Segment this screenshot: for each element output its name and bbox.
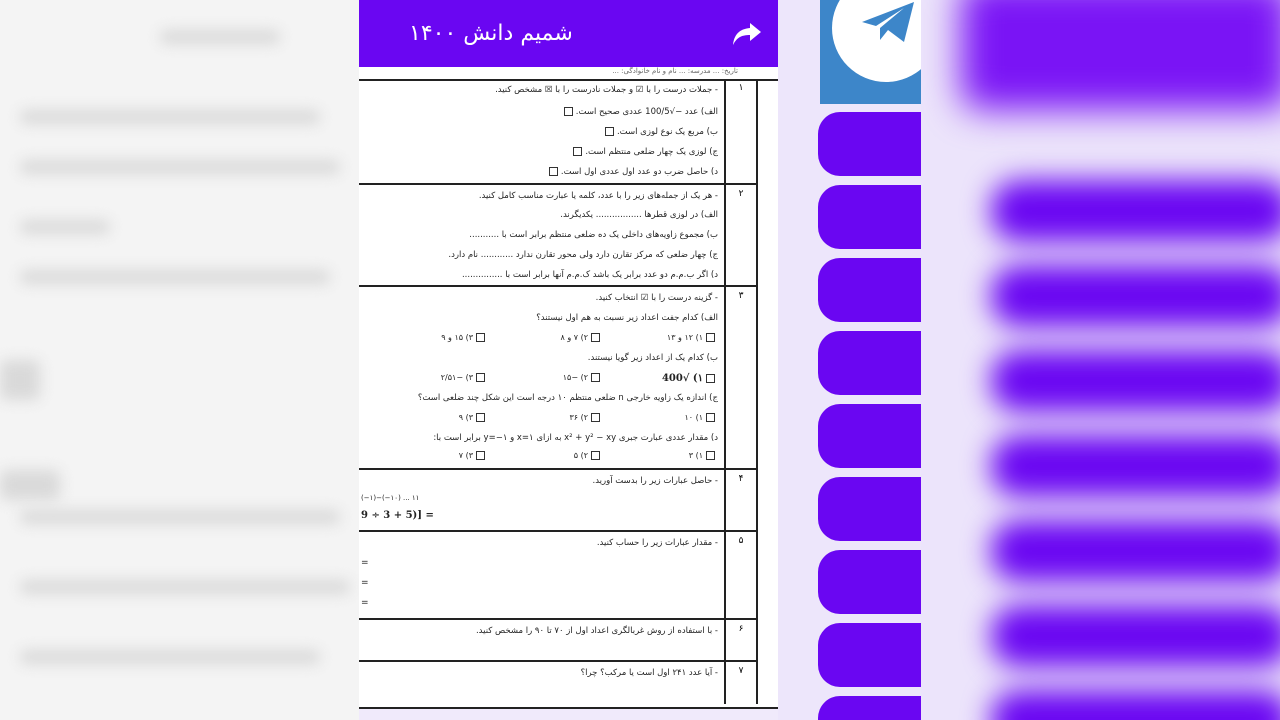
checkbox[interactable] <box>564 107 573 116</box>
question-number: ۵ <box>724 532 756 618</box>
question-prompt: - با استفاده از روش غربالگری اعداد اول از ۷۰ تا ۹۰ را مشخص کنید. <box>475 626 718 636</box>
checkbox[interactable] <box>476 413 485 422</box>
question-item <box>546 167 718 177</box>
option[interactable] <box>662 373 718 384</box>
option[interactable] <box>569 413 603 422</box>
blur-shape <box>20 110 320 124</box>
checkbox[interactable] <box>706 333 715 342</box>
math-expression: = <box>361 558 369 568</box>
option-text: ۳) −۲/۵۱ <box>440 373 473 382</box>
question-prompt: - آیا عدد ۲۴۱ اول است یا مرکب؟ چرا؟ <box>580 668 718 678</box>
app-title: شمیم دانش ۱۴۰۰ <box>409 21 573 46</box>
worksheet-page <box>359 67 778 709</box>
blur-shape <box>961 0 1280 110</box>
blurred-background-right <box>921 0 1280 720</box>
option[interactable] <box>684 413 718 422</box>
question-row-1 <box>359 79 756 185</box>
menu-button[interactable] <box>818 258 921 322</box>
question-prompt: - مقدار عبارات زیر را حساب کنید. <box>596 538 718 548</box>
option[interactable] <box>689 451 718 460</box>
checkbox[interactable] <box>605 127 614 136</box>
blur-shape <box>20 510 340 524</box>
checkbox[interactable] <box>706 374 715 383</box>
blur-shape <box>991 180 1280 242</box>
question-prompt: - جملات درست را با ☑ و جملات نادرست را با ☒ مشخص کنید. <box>495 85 718 95</box>
option[interactable] <box>574 451 603 460</box>
blur-shape <box>991 690 1280 720</box>
item-text: ب) مربع یک نوع لوزی است. <box>616 127 718 137</box>
checkbox[interactable] <box>591 451 600 460</box>
math-expression: = <box>361 598 369 608</box>
item-text: ج) لوزی یک چهار ضلعی منتظم است. <box>585 147 718 157</box>
blur-shape <box>0 360 40 400</box>
option[interactable] <box>459 451 488 460</box>
blur-shape <box>991 520 1280 582</box>
menu-button[interactable] <box>818 477 921 541</box>
phone-screen <box>359 0 921 720</box>
question-number: ۷ <box>724 662 756 704</box>
blur-shape <box>20 270 330 284</box>
checkbox[interactable] <box>476 373 485 382</box>
math-expression: (−۱)−(−۱۰) ... ۱۱ <box>361 494 420 502</box>
question-item: الف) در لوزی قطرها ................. یکدیگرند. <box>560 210 718 220</box>
checkbox[interactable] <box>591 413 600 422</box>
question-number: ۳ <box>724 287 756 468</box>
option-text: ۱) √400 <box>661 373 703 384</box>
checkbox[interactable] <box>573 147 582 156</box>
blur-shape <box>991 435 1280 497</box>
option-text: ۱) ۱۲ و ۱۳ <box>666 333 703 342</box>
question-prompt: - هر یک از جمله‌های زیر را با عدد، کلمه یا عبارت مناسب کامل کنید. <box>478 191 718 201</box>
menu-button[interactable] <box>818 404 921 468</box>
option-text: ۳) ۹ <box>458 413 473 422</box>
item-text: الف) عدد −√100/5 عددی صحیح است. <box>575 107 718 117</box>
blur-shape <box>0 470 60 500</box>
checkbox[interactable] <box>591 373 600 382</box>
share-button[interactable] <box>730 17 764 51</box>
option-text: ۳) ۱۵ و ۹ <box>441 333 473 342</box>
menu-button[interactable] <box>818 331 921 395</box>
option[interactable] <box>441 333 488 342</box>
question-table <box>359 79 758 704</box>
checkbox[interactable] <box>706 413 715 422</box>
blurred-background-left <box>0 0 359 720</box>
question-item: د) مقدار عددی عبارت جبری x² + y² − xy به ازای x=۱ و y=−۱ برابر است با: <box>433 433 718 443</box>
question-row-4 <box>359 470 756 532</box>
math-expression: 9 ÷ 3 + 5)] = <box>361 510 434 521</box>
math-expression: = <box>361 578 369 588</box>
app-side-panel <box>778 0 921 720</box>
worksheet-header: تاریخ: ... مدرسه: ... نام و نام خانوادگی: ... <box>359 67 778 81</box>
share-icon <box>732 21 762 47</box>
menu-button[interactable] <box>818 185 921 249</box>
question-item: الف) کدام جفت اعداد زیر نسبت به هم اول نیستند؟ <box>536 313 718 323</box>
blur-shape <box>20 650 320 664</box>
question-number: ۱ <box>724 79 756 183</box>
question-number: ۴ <box>724 470 756 530</box>
blur-shape <box>20 160 340 174</box>
option-text: ۲) ۵ <box>573 451 588 460</box>
app-header <box>359 0 778 67</box>
option[interactable] <box>459 413 488 422</box>
question-item: ب) کدام یک از اعداد زیر گویا نیستند. <box>587 353 718 363</box>
option-text: ۱) ۳ <box>688 451 703 460</box>
question-row-6 <box>359 620 756 662</box>
blur-shape <box>991 265 1280 327</box>
option-text: ۲) ۷ و ۸ <box>560 333 588 342</box>
menu-button[interactable] <box>818 112 921 176</box>
question-prompt: - حاصل عبارات زیر را بدست آورید. <box>592 476 718 486</box>
checkbox[interactable] <box>476 333 485 342</box>
menu-button[interactable] <box>818 550 921 614</box>
option-text: ۳) ۷ <box>458 451 473 460</box>
option-text: ۲) ۳۶ <box>569 413 588 422</box>
checkbox[interactable] <box>591 333 600 342</box>
option[interactable] <box>441 373 488 382</box>
question-item: د) اگر ب.م.م دو عدد برابر یک باشد ک.م.م آنها برابر است با ............... <box>461 270 718 280</box>
question-row-7 <box>359 662 756 704</box>
question-item <box>602 127 718 137</box>
blur-shape <box>991 350 1280 412</box>
option-text: ۱) ۱۰ <box>684 413 703 422</box>
checkbox[interactable] <box>476 451 485 460</box>
blur-shape <box>20 580 350 594</box>
telegram-icon <box>860 0 916 44</box>
option[interactable] <box>563 373 603 382</box>
question-row-5 <box>359 532 756 620</box>
option[interactable] <box>560 333 603 342</box>
menu-button[interactable] <box>818 696 921 720</box>
item-text: د) حاصل ضرب دو عدد اول عددی اول است. <box>560 167 718 177</box>
blur-shape <box>20 220 110 234</box>
question-item: ب) مجموع زاویه‌های داخلی یک ده ضلعی منتظم برابر است با ........... <box>469 230 718 240</box>
question-item <box>561 107 718 117</box>
question-row-3 <box>359 287 756 470</box>
question-number: ۶ <box>724 620 756 660</box>
option-text: ۲) −۱۵ <box>562 373 588 382</box>
blur-shape <box>991 605 1280 667</box>
option[interactable] <box>667 333 718 342</box>
question-item: ج) چهار ضلعی که مرکز تقارن دارد ولی محور تقارن ندارد ............ نام دارد. <box>448 250 718 260</box>
question-number: ۲ <box>724 185 756 285</box>
question-row-2 <box>359 185 756 287</box>
question-item: ج) اندازه یک زاویه خارجی n ضلعی منتظم ۱۰ درجه است این شکل چند ضلعی است؟ <box>417 393 718 403</box>
checkbox[interactable] <box>549 167 558 176</box>
menu-button[interactable] <box>818 623 921 687</box>
question-prompt: - گزینه درست را با ☑ انتخاب کنید. <box>595 293 718 303</box>
question-item <box>570 147 718 157</box>
checkbox[interactable] <box>706 451 715 460</box>
blur-shape <box>160 30 280 44</box>
